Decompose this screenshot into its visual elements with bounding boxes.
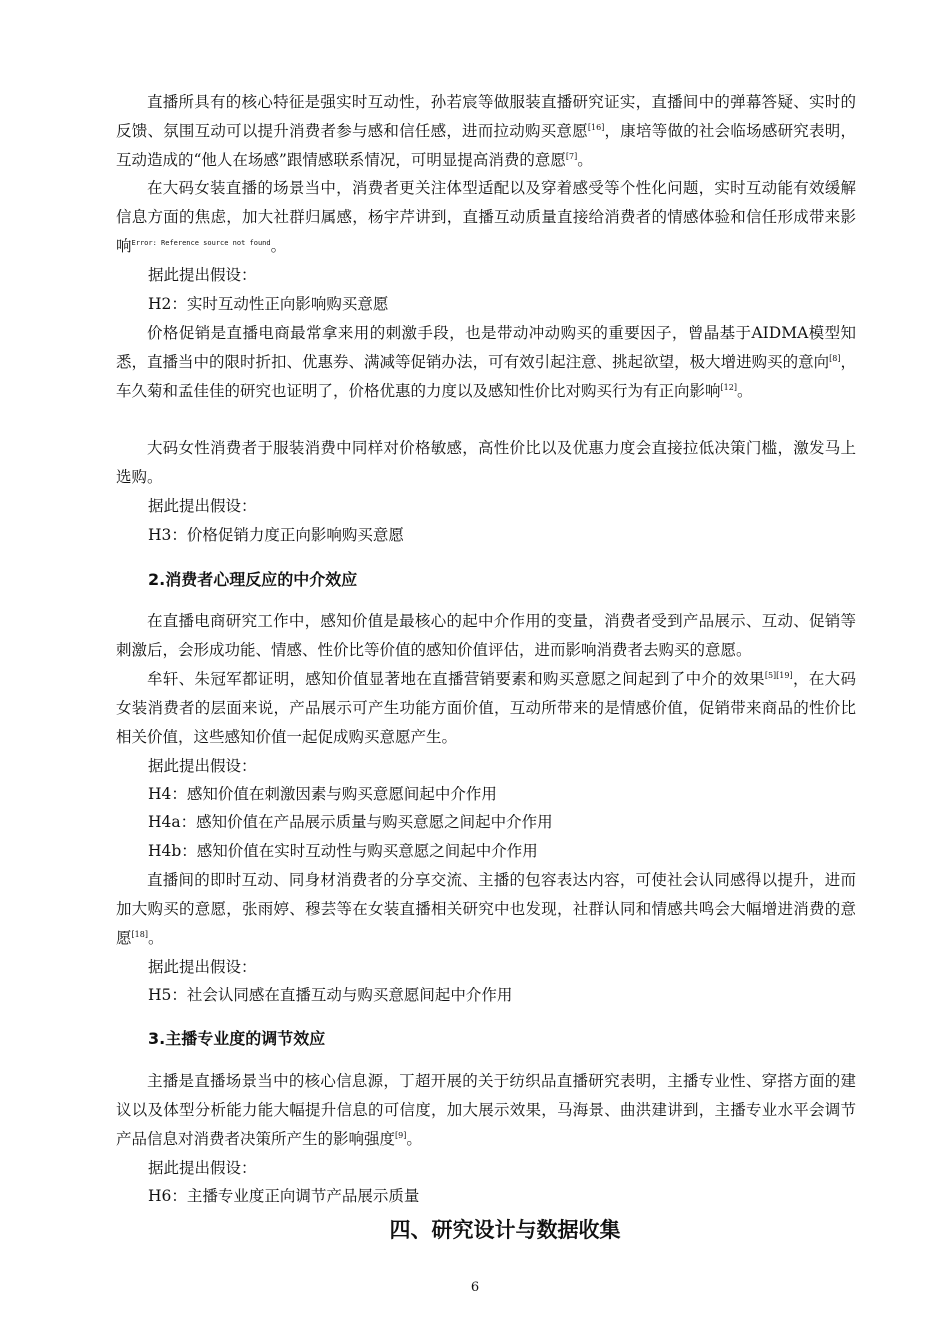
paragraph-host-expertise: 主播是直播场景当中的核心信息源，丁超开展的关于纺织品直播研究表明，主播专业性、穿搭方面的建议以及体型分析能力能大幅提升信息的可信度，加大展示效果，马海景、曲洪建讲到，主播专业水平会调节产品信息对消费者决策所产生的影响强度[9]。	[116, 1072, 856, 1148]
hypothesis-intro: 据此提出假设：	[148, 1159, 257, 1177]
section-heading-moderation: 3.主播专业度的调节效应	[148, 1029, 326, 1048]
citation: [8]	[829, 354, 841, 363]
citation: [7]	[565, 152, 578, 161]
hypothesis-h6: H6：主播专业度正向调节产品展示质量	[148, 1187, 420, 1205]
hypothesis-intro: 据此提出假设：	[148, 266, 257, 284]
citation: [16]	[587, 123, 605, 132]
hypothesis-intro: 据此提出假设：	[148, 497, 257, 515]
citation: [9]	[395, 1131, 407, 1140]
citation: [12]	[720, 383, 737, 392]
hypothesis-intro: 据此提出假设：	[148, 757, 257, 775]
chapter-heading: 四、研究设计与数据收集	[389, 1218, 621, 1242]
hypothesis-h4b: H4b：感知价值在实时互动性与购买意愿之间起中介作用	[148, 842, 538, 860]
paragraph-price-sensitivity: 大码女性消费者于服装消费中同样对价格敏感，高性价比以及优惠力度会直接拉低决策门槛，激发马上选购。	[116, 439, 856, 486]
paragraph-social-identity: 直播间的即时互动、同身材消费者的分享交流、主播的包容表达内容，可使社会认同感得以提升，进而加大购买的意愿，张雨婷、穆芸等在女装直播相关研究中也发现，社群认同和情感共鸣会大幅增进消费的意愿[18]。	[116, 871, 856, 947]
reference-error: Error: Reference source not found	[131, 239, 271, 247]
hypothesis-intro: 据此提出假设：	[148, 958, 257, 976]
paragraph-perceived-value: 在直播电商研究工作中，感知价值是最核心的起中介作用的变量，消费者受到产品展示、互动、促销等刺激后，会形成功能、情感、性价比等价值的感知价值评估，进而影响消费者去购买的意愿。	[116, 612, 856, 659]
hypothesis-h2: H2：实时互动性正向影响购买意愿	[148, 295, 389, 313]
paragraph-mediation-evidence: 牟轩、朱冠军都证明，感知价值显著地在直播营销要素和购买意愿之间起到了中介的效果[5][19]，在大码女装消费者的层面来说，产品展示可产生功能方面价值，互动所带来的是情感价值，促销带来商品的性价比相关价值，这些感知价值一起促成购买意愿产生。	[116, 670, 856, 746]
hypothesis-h5: H5：社会认同感在直播互动与购买意愿间起中介作用	[148, 986, 513, 1004]
hypothesis-h3: H3：价格促销力度正向影响购买意愿	[148, 526, 404, 544]
section-heading-mediation: 2.消费者心理反应的中介效应	[148, 570, 358, 589]
page-number: 6	[470, 1280, 480, 1295]
paragraph-interaction: 直播所具有的核心特征是强实时互动性，孙若宸等做服装直播研究证实，直播间中的弹幕答疑、实时的反馈、氛围互动可以提升消费者参与感和信任感，进而拉动购买意愿[16]，康培等做的社会临场感研究表明，互动造成的“他人在场感”跟情感联系情况，可明显提高消费的意愿[7]。	[116, 93, 856, 169]
citation: [18]	[131, 930, 148, 939]
hypothesis-h4: H4：感知价值在刺激因素与购买意愿间起中介作用	[148, 785, 497, 803]
hypothesis-h4a: H4a：感知价值在产品展示质量与购买意愿之间起中介作用	[148, 813, 553, 831]
citation: [5][19]	[764, 671, 793, 680]
paragraph-plus-size-interaction: 在大码女装直播的场景当中，消费者更关注体型适配以及穿着感受等个性化问题，实时互动能有效缓解信息方面的焦虑，加大社群归属感，杨宇芹讲到，直播互动质量直接给消费者的情感体验和信任形成带来影响$^{Error: Reference source not found}$。	[116, 179, 856, 255]
paragraph-price-promotion: 价格促销是直播电商最常拿来用的刺激手段，也是带动冲动购买的重要因子，曾晶基于AIDMA模型知悉，直播当中的限时折扣、优惠券、满减等促销办法，可有效引起注意、挑起欲望，极大增进购买的意向[8]，车久菊和孟佳佳的研究也证明了，价格优惠的力度以及感知性价比对购买行为有正向影响[12]。	[116, 324, 856, 400]
